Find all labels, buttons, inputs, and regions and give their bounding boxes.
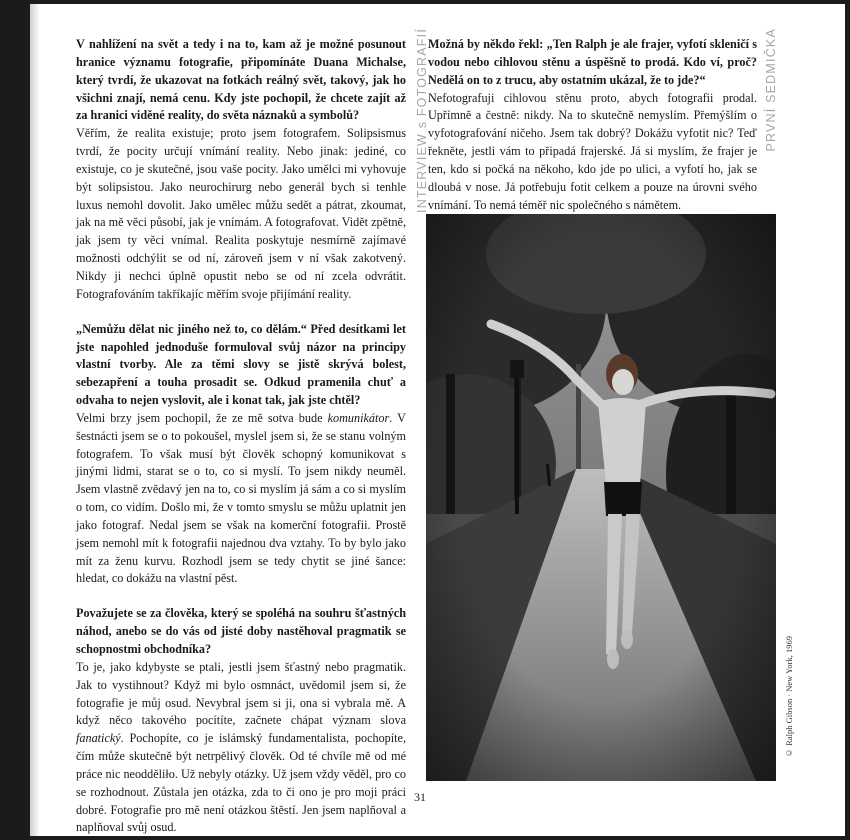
question-4: Možná by někdo řekl: „Ten Ralph je ale frajer, vyfotí skleničí s vodou nebo cihlovou stěnu a úspěšně to prodá. Kdo ví, proč? Nedělá on to z trucu, aby ostatním ukázal, že to jde?“ bbox=[428, 37, 757, 87]
section-label-left-text: INTERVIEW s FOTOGRAFIÍ bbox=[415, 28, 429, 213]
photo-credit-text: © Ralph Gibson · New York, 1969 bbox=[784, 636, 794, 758]
question-3: Považujete se za člověka, který se spoléhá na souhru šťastných náhod, anebo se do vás od jisté doby nastěhoval pragmatik se schopnostmi obchodníka? bbox=[76, 606, 406, 656]
answer-3: To je, jako kdybyste se ptali, jestli jsem šťastný nebo pragmatik. Jak to vystihnout? Když mi bylo osmnáct, uvědomil jsem si, že fotografie je můj osud. Nevybral jsem si ji, ona si vybrala mě. A když něco takového pocítíte, začnete chápat význam slova fanatický. Pochopíte, co je islámský fundamentalista, pochopíte, čím může skutečně být netrpělivý člověk. Od té chvíle mě od mé práce nic neodděliło. Už nebyly otázky. Už jsem vždy věděl, pro co se rozhodnout. Zůstala jen otázka, zda to či ono je pro moji práci dobré. Fotografie pro mě není otázkou štěstí. Jen jsem naplňoval a naplňoval svůj osud. bbox=[76, 659, 406, 835]
right-text-column bbox=[428, 36, 757, 214]
section-label-right bbox=[764, 28, 780, 228]
photo-credit bbox=[784, 636, 798, 786]
photo-illustration bbox=[426, 214, 776, 781]
page-number: 31 bbox=[414, 790, 426, 804]
answer-2: Velmi brzy jsem pochopil, že ze mě sotva bude komunikátor. V šestnácti jsem se o to pokoušel, myslel jsem si, že se stanu volným fotografem. To však musí být člověk schopný komunikovat s jinými lidmi, starat se o to, co si myslí. To jsem nikdy neuměl. Jsem vlastně zvědavý jen na to, co si myslím já sám a co si myslím o tom, co vidím. Došlo mi, že v tomto smyslu se můžu uplatnit jen jako fotograf. Nedal jsem se však na komerční fotografii. Prostě jsem nemohl mít k fotografii najednou dva vztahy. To by bylo jako mít za ženu kurvu. Rozhodl jsem se tedy chytit se jiné šance: hledat, co dokážu na vlastní pěst. bbox=[76, 410, 406, 586]
dancer-photograph bbox=[426, 214, 776, 781]
section-label-right-text: PRVNÍ SEDMIČKA bbox=[764, 28, 778, 152]
question-1: V nahlížení na svět a tedy i na to, kam až je možné posunout hranice významu fotografie, připomínáte Duana Michalse, který tvrdí, že ukazovat na fotkách reálný svět, takový, jak ho všichni znají, nemá cenu. Kdy jste pochopil, že chcete zajít až za hranici viděné reality, do světa náznaků a symbolů? bbox=[76, 37, 406, 123]
answer-1: Věřím, že realita existuje; proto jsem fotografem. Solipsismus tvrdí, že pocity určují vnímání reality. Nebo jinak: jediné, co existuje, co je skutečné, jsou vaše pocity. Jako umělci mi vyhovuje být solipsistou. Jako neurochirurg nebo generál bych si tenhle luxus nemohl dovolit. Jako umělec můžu sedět a pátrat, zkoumat, jak na mě věci působí, jak je vnímám. A fotografovat. Vidět zpětně, jak jsem ty věci vnímal. Realita poskytuje nesmírně zajímavé možnosti odchýlit se od ní, zároveň jsem v ní však zakotvený. Nikdy ji nechci úplně opustit nebo se od ní zcela odvrátit. Fotografováním takříkajíc měřím svoje přijímání reality. bbox=[76, 126, 406, 301]
page-gutter-shadow bbox=[30, 4, 40, 836]
question-2: „Nemůžu dělat nic jiného než to, co dělám.“ Před desítkami let jste napohled jednoduše formuloval svůj názor na principy vlastní tvorby. Ale za těmi slovy se jistě skrývá bolest, sebezapření a touha prosadit se. Odkud pramenila chuť a odvaha to nejen vyslovit, ale i konat tak, jak jste chtěl? bbox=[76, 321, 406, 408]
answer-4: Nefotografuji cihlovou stěnu proto, abych fotografii prodal. Upřímně a čestně: nikdy. Na to skutečně nemyslím. Přemýšlím o vyfotografování ničeho. Jsem tak dobrý? Dokážu vyfotit nic? Teď řekněte, jestli vám to připadá frajerské. Já si myslím, že frajer je ten, kdo si počká na někoho, kdo jde po ulici, a vyfotí ho, jak se dloubá v nose. Já potřebuju fotit celkem a pouze na úrovni svého vnímání. To nemá téměř nic společného s námětem. bbox=[428, 90, 757, 212]
left-text-column bbox=[76, 36, 406, 837]
